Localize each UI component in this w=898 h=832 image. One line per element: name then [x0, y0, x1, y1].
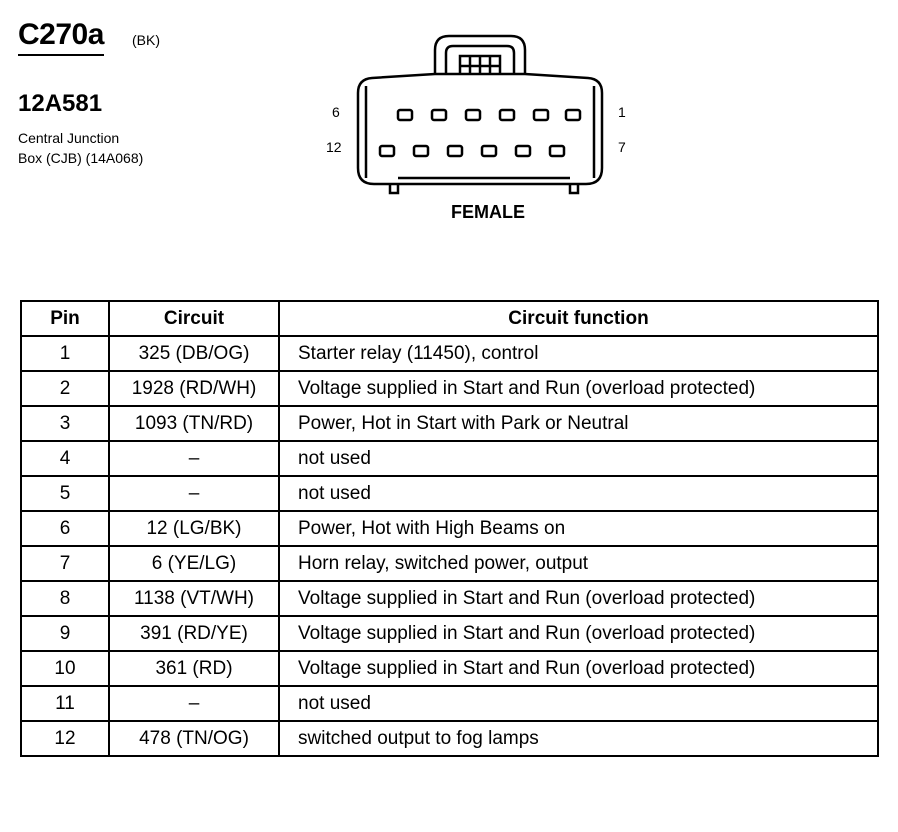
- cell-function: Voltage supplied in Start and Run (overload protected): [279, 371, 878, 406]
- header-pin: Pin: [21, 301, 109, 336]
- cell-circuit: 361 (RD): [109, 651, 279, 686]
- table-row: [21, 336, 878, 371]
- table-row: [21, 651, 878, 686]
- bottom-row-cavities: [380, 146, 564, 156]
- cell-circuit: –: [109, 476, 279, 511]
- connector-color: (BK): [132, 32, 160, 48]
- cell-pin: 4: [21, 441, 109, 476]
- cell-pin: 2: [21, 371, 109, 406]
- cell-circuit: –: [109, 686, 279, 721]
- pin-label-bottom-left: 12: [326, 139, 342, 155]
- cell-circuit: 12 (LG/BK): [109, 511, 279, 546]
- table-row: [21, 546, 878, 581]
- cell-function: Voltage supplied in Start and Run (overload protected): [279, 616, 878, 651]
- table-header-row: [21, 301, 878, 336]
- cell-pin: 10: [21, 651, 109, 686]
- cell-circuit: –: [109, 441, 279, 476]
- cell-function: not used: [279, 686, 878, 721]
- cell-function: Power, Hot in Start with Park or Neutral: [279, 406, 878, 441]
- connector-title-row: [18, 18, 278, 60]
- pin-label-top-left: 6: [332, 104, 340, 120]
- connector-location: [18, 128, 278, 168]
- header-circuit: Circuit: [109, 301, 279, 336]
- header-function: Circuit function: [279, 301, 878, 336]
- table-row: [21, 371, 878, 406]
- cell-pin: 8: [21, 581, 109, 616]
- table-row: [21, 616, 878, 651]
- pin-label-top-right: 1: [618, 104, 626, 120]
- table-row: [21, 581, 878, 616]
- cell-circuit: 478 (TN/OG): [109, 721, 279, 756]
- connector-header: [18, 18, 278, 168]
- cell-circuit: 325 (DB/OG): [109, 336, 279, 371]
- cell-pin: 1: [21, 336, 109, 371]
- cell-function: Horn relay, switched power, output: [279, 546, 878, 581]
- connector-face-drawing: [320, 28, 650, 203]
- table-row: [21, 441, 878, 476]
- pin-label-bottom-right: 7: [618, 139, 626, 155]
- location-line-1: Central Junction: [18, 130, 120, 146]
- cell-pin: 12: [21, 721, 109, 756]
- cell-function: Voltage supplied in Start and Run (overload protected): [279, 581, 878, 616]
- table-row: [21, 721, 878, 756]
- connector-diagram: [320, 28, 650, 228]
- cell-circuit: 1138 (VT/WH): [109, 581, 279, 616]
- part-number: 12A581: [18, 90, 103, 117]
- location-line-2: Box (CJB) (14A068): [18, 150, 144, 166]
- cell-function: Starter relay (11450), control: [279, 336, 878, 371]
- gender-label: FEMALE: [451, 202, 525, 222]
- cell-function: Power, Hot with High Beams on: [279, 511, 878, 546]
- cell-function: Voltage supplied in Start and Run (overload protected): [279, 651, 878, 686]
- cell-function: not used: [279, 441, 878, 476]
- cell-pin: 6: [21, 511, 109, 546]
- cell-circuit: 1928 (RD/WH): [109, 371, 279, 406]
- table-row: [21, 406, 878, 441]
- cell-pin: 3: [21, 406, 109, 441]
- cell-circuit: 6 (YE/LG): [109, 546, 279, 581]
- cell-pin: 7: [21, 546, 109, 581]
- pinout-table: [20, 300, 879, 757]
- connector-id: C270a: [18, 18, 104, 56]
- table-row: [21, 511, 878, 546]
- table-row: [21, 476, 878, 511]
- cell-circuit: 391 (RD/YE): [109, 616, 279, 651]
- cell-function: switched output to fog lamps: [279, 721, 878, 756]
- top-row-cavities: [398, 110, 580, 120]
- cell-circuit: 1093 (TN/RD): [109, 406, 279, 441]
- cell-function: not used: [279, 476, 878, 511]
- cell-pin: 5: [21, 476, 109, 511]
- table-row: [21, 686, 878, 721]
- cell-pin: 9: [21, 616, 109, 651]
- cell-pin: 11: [21, 686, 109, 721]
